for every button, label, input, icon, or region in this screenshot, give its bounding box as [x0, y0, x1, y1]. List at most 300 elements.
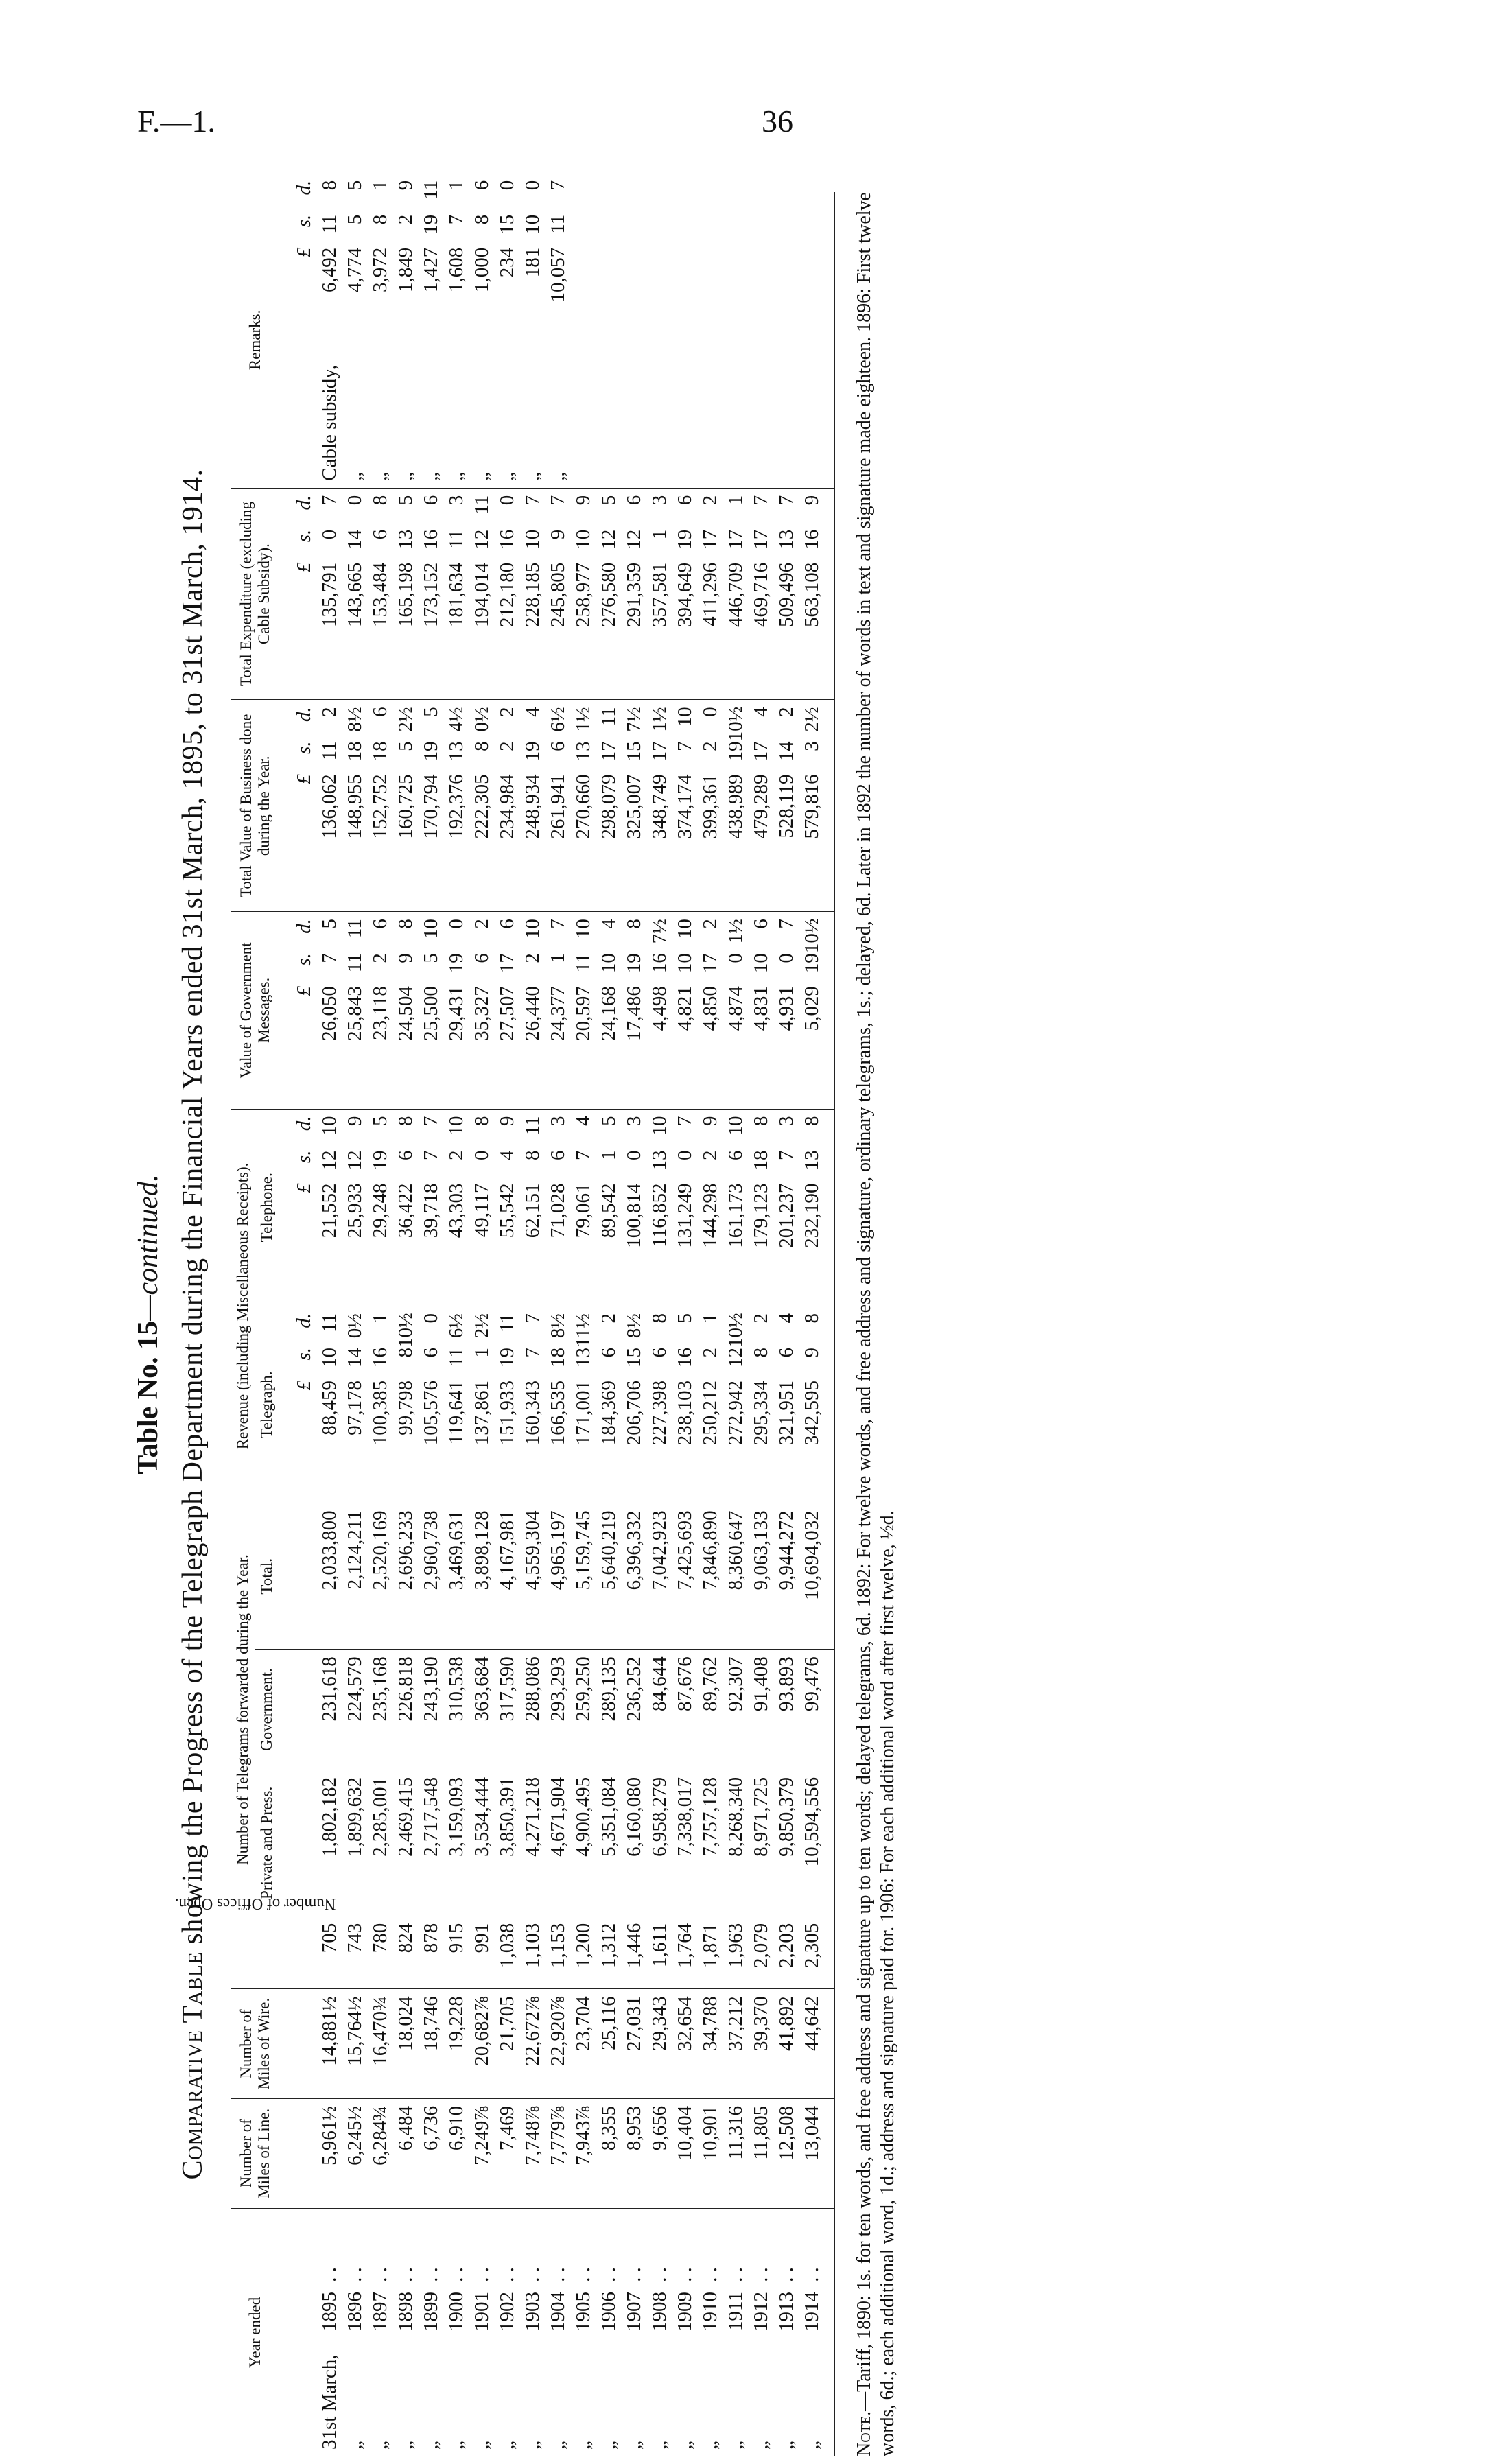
business-shillings: 7 — [674, 741, 696, 751]
telegraph-pence: 8½ — [547, 1313, 569, 1339]
miles-line-cell: 7,943⅞ — [571, 2098, 596, 2208]
business-pence: 11 — [598, 707, 620, 727]
expenditure-cell — [723, 488, 749, 700]
total-cell: 10,694,032 — [799, 1503, 835, 1650]
telegraph-pounds: 166,535 — [547, 1380, 569, 1446]
year-cell — [571, 2208, 596, 2456]
gov-messages-cell — [774, 912, 799, 1109]
gov-messages-shillings: 2 — [521, 953, 543, 963]
offices-cell: 1,312 — [596, 1916, 622, 1988]
telegraph-pounds: 342,595 — [801, 1380, 823, 1446]
business-cell — [545, 700, 571, 912]
private-cell: 6,160,080 — [622, 1770, 647, 1916]
gov-messages-pence: 10 — [420, 919, 442, 939]
miles-wire-cell: 15,764½ — [342, 1989, 368, 2099]
remarks-pence: 7 — [547, 180, 569, 191]
gov-messages-pence: 7½ — [648, 919, 670, 944]
year-cell — [342, 2208, 368, 2456]
telegraph-pence: 8 — [648, 1313, 670, 1324]
telephone-cell — [495, 1109, 520, 1306]
private-cell: 3,534,444 — [469, 1770, 495, 1916]
telegraph-cell — [774, 1306, 799, 1503]
remarks-pence: 11 — [420, 180, 442, 200]
business-cell — [495, 700, 520, 912]
remarks-cell — [672, 192, 698, 488]
remarks-cell — [799, 192, 835, 488]
telephone-cell — [622, 1109, 647, 1306]
expenditure-cell — [545, 488, 571, 700]
leader-dots: . . — [775, 2267, 797, 2282]
telegraph-pence: 1 — [699, 1313, 721, 1324]
telegraph-shillings: 6 — [420, 1347, 442, 1358]
miles-line-cell: 13,044 — [799, 2098, 835, 2208]
header-telegraph: Telegraph. — [255, 1306, 279, 1503]
year-prefix: „ — [369, 2441, 391, 2450]
expenditure-pounds: 276,580 — [598, 562, 620, 627]
remarks-cell — [444, 180, 469, 488]
business-cell — [317, 700, 342, 912]
total-cell: 7,042,923 — [647, 1503, 672, 1650]
gov-messages-shillings: 16 — [648, 953, 670, 974]
expenditure-pence: 2 — [699, 495, 721, 506]
expenditure-cell — [368, 488, 393, 700]
telegraph-cell — [622, 1306, 647, 1503]
telephone-cell — [647, 1109, 672, 1306]
gov-messages-pence: 2 — [699, 919, 721, 929]
telephone-pounds: 161,173 — [725, 1183, 747, 1248]
year-cell — [723, 2208, 749, 2456]
remarks-label: „ — [344, 471, 366, 481]
telegraph-shillings: 8 — [750, 1347, 772, 1358]
telegraph-shillings: 14 — [344, 1347, 366, 1368]
miles-line-cell: 5,961½ — [317, 2098, 342, 2208]
telephone-pence: 8 — [395, 1116, 416, 1127]
remarks-pence: 9 — [395, 180, 416, 191]
table-row — [774, 192, 799, 2456]
business-cell — [596, 700, 622, 912]
telegraph-pounds: 151,933 — [496, 1380, 518, 1446]
header-telephone: Telephone. — [255, 1109, 279, 1306]
business-pounds: 136,062 — [318, 774, 340, 839]
year-value: 1901 — [471, 2292, 493, 2332]
telegraph-pence: 2½ — [471, 1313, 493, 1339]
business-cell — [469, 700, 495, 912]
business-cell — [622, 700, 647, 912]
gov-messages-shillings: 11 — [344, 953, 366, 973]
expenditure-cell — [799, 488, 835, 700]
expenditure-pence: 7 — [521, 495, 543, 506]
telephone-pounds: 232,190 — [801, 1183, 823, 1248]
year-cell — [596, 2208, 622, 2456]
title-prefix: Comparative Table — [177, 1951, 209, 2180]
expenditure-shillings: 10 — [572, 529, 594, 550]
telephone-pence: 5 — [598, 1116, 620, 1127]
remarks-pence: 1 — [445, 180, 467, 191]
telephone-cell — [723, 1109, 749, 1306]
telephone-pence: 9 — [699, 1116, 721, 1127]
table-row — [672, 192, 698, 2456]
year-prefix: „ — [725, 2441, 747, 2450]
miles-wire-cell: 41,892 — [774, 1989, 799, 2099]
year-value: 1907 — [623, 2292, 645, 2332]
business-pounds: 399,361 — [699, 774, 721, 839]
expenditure-cell — [622, 488, 647, 700]
unit-pence: d. — [293, 1116, 315, 1131]
expenditure-pounds: 153,484 — [369, 562, 391, 627]
year-prefix: „ — [801, 2441, 823, 2450]
telephone-shillings: 13 — [648, 1150, 670, 1171]
remarks-units — [279, 180, 318, 488]
telegraph-pence: 5 — [674, 1313, 696, 1324]
telephone-pounds: 131,249 — [674, 1183, 696, 1248]
total-cell: 3,469,631 — [444, 1503, 469, 1650]
miles-wire-cell: 18,746 — [419, 1989, 444, 2099]
expenditure-pounds: 143,665 — [344, 562, 366, 627]
telegraph-cell — [672, 1306, 698, 1503]
telegraph-cell — [317, 1306, 342, 1503]
table-row — [393, 192, 419, 2456]
unit-shillings: s. — [293, 1150, 315, 1164]
government-cell: 89,762 — [698, 1650, 723, 1770]
business-shillings: 14 — [775, 741, 797, 762]
gov-messages-pounds: 4,498 — [648, 986, 670, 1031]
telephone-cell — [520, 1109, 545, 1306]
table-row — [622, 192, 647, 2456]
year-value: 1898 — [395, 2292, 416, 2332]
year-prefix: „ — [471, 2441, 493, 2450]
unit-pounds: £ — [293, 247, 315, 258]
telephone-cell — [419, 1109, 444, 1306]
miles-wire-cell: 22,672⅞ — [520, 1989, 545, 2099]
telegraph-pounds: 272,942 — [725, 1380, 747, 1446]
gov-messages-pence: 1½ — [725, 919, 747, 944]
offices-cell: 878 — [419, 1916, 444, 1988]
gov-messages-shillings: 11 — [572, 953, 594, 973]
gov-messages-cell — [672, 912, 698, 1109]
miles-wire-cell: 22,920⅞ — [545, 1989, 571, 2099]
miles-line-cell: 6,484 — [393, 2098, 419, 2208]
gov-messages-pence: 6 — [750, 919, 772, 929]
expenditure-shillings: 12 — [598, 529, 620, 550]
total-cell: 2,696,233 — [393, 1503, 419, 1650]
tariff-note — [853, 192, 900, 2456]
telephone-cell — [698, 1109, 723, 1306]
telephone-pounds: 201,237 — [775, 1183, 797, 1248]
expenditure-pounds: 165,198 — [395, 562, 416, 627]
expenditure-cell — [419, 488, 444, 700]
expenditure-shillings: 17 — [750, 529, 772, 550]
business-pounds: 152,752 — [369, 774, 391, 839]
remarks-shillings: 8 — [471, 214, 493, 225]
table-row — [444, 192, 469, 2456]
unit-shillings: s. — [293, 529, 315, 543]
expenditure-cell — [393, 488, 419, 700]
year-value: 1895 — [318, 2292, 340, 2332]
business-pence: 6 — [369, 707, 391, 717]
leader-dots: . . — [445, 2267, 467, 2282]
year-prefix: „ — [445, 2441, 467, 2450]
business-shillings: 8 — [471, 741, 493, 751]
business-pence: 7½ — [623, 707, 645, 732]
expenditure-shillings: 16 — [420, 529, 442, 550]
expenditure-pence: 9 — [572, 495, 594, 506]
miles-wire-cell: 21,705 — [495, 1989, 520, 2099]
telegraph-pence: 0 — [420, 1313, 442, 1324]
expenditure-pence: 7 — [750, 495, 772, 506]
offices-cell: 2,079 — [749, 1916, 774, 1988]
expenditure-pounds: 245,805 — [547, 562, 569, 627]
expenditure-cell — [571, 488, 596, 700]
telegraph-cell — [723, 1306, 749, 1503]
telephone-shillings: 12 — [318, 1150, 340, 1171]
telephone-cell — [749, 1109, 774, 1306]
government-cell: 93,893 — [774, 1650, 799, 1770]
offices-cell: 915 — [444, 1916, 469, 1988]
telephone-pence: 5 — [369, 1116, 391, 1127]
miles-wire-cell: 20,682⅞ — [469, 1989, 495, 2099]
telegraph-pence: 6½ — [445, 1313, 467, 1339]
government-cell: 310,538 — [444, 1650, 469, 1770]
leader-dots: . . — [674, 2267, 696, 2282]
telegraph-shillings: 8 — [395, 1347, 416, 1358]
business-cell — [393, 700, 419, 912]
year-value: 1912 — [750, 2292, 772, 2332]
telegraph-pence: 11 — [318, 1313, 340, 1333]
expenditure-cell — [749, 488, 774, 700]
gov-messages-shillings: 6 — [471, 953, 493, 963]
business-pence: 8½ — [344, 707, 366, 732]
table-row — [317, 192, 342, 2456]
remarks-cell — [520, 180, 545, 488]
header-private: Private and Press. — [255, 1770, 279, 1916]
expenditure-pounds: 181,634 — [445, 562, 467, 627]
government-cell: 224,579 — [342, 1650, 368, 1770]
expenditure-pounds: 173,152 — [420, 562, 442, 627]
business-pence: 6½ — [547, 707, 569, 732]
expenditure-pence: 7 — [318, 495, 340, 506]
remarks-cell — [723, 192, 749, 488]
gov-messages-cell — [520, 912, 545, 1109]
telephone-pence: 8 — [801, 1116, 823, 1127]
gov-messages-shillings: 10 — [674, 953, 696, 974]
units-blank — [279, 1916, 318, 1988]
telegraph-shillings: 16 — [369, 1347, 391, 1368]
government-cell: 363,684 — [469, 1650, 495, 1770]
year-cell — [647, 2208, 672, 2456]
telephone-pounds: 71,028 — [547, 1183, 569, 1239]
telephone-pounds: 79,061 — [572, 1183, 594, 1239]
business-shillings: 19 — [521, 741, 543, 762]
gov-messages-pence: 6 — [369, 919, 391, 929]
telephone-cell — [393, 1109, 419, 1306]
year-cell — [672, 2208, 698, 2456]
expenditure-shillings: 16 — [801, 529, 823, 550]
gov-messages-pounds: 4,931 — [775, 986, 797, 1031]
miles-wire-cell: 27,031 — [622, 1989, 647, 2099]
expenditure-pounds: 212,180 — [496, 562, 518, 627]
telephone-pounds: 43,303 — [445, 1183, 467, 1239]
telephone-pounds: 39,718 — [420, 1183, 442, 1239]
telegraph-pounds: 227,398 — [648, 1380, 670, 1446]
leader-dots: . . — [750, 2267, 772, 2282]
telephone-pence: 3 — [775, 1116, 797, 1127]
year-value: 1906 — [598, 2292, 620, 2332]
offices-cell: 1,038 — [495, 1916, 520, 1988]
year-cell — [368, 2208, 393, 2456]
page-id: F.—1. — [137, 104, 215, 139]
business-pounds: 261,941 — [547, 774, 569, 839]
gov-messages-pounds: 17,486 — [623, 986, 645, 1041]
government-cell: 226,818 — [393, 1650, 419, 1770]
remarks-cell — [495, 180, 520, 488]
telephone-shillings: 2 — [699, 1150, 721, 1161]
remarks-shillings: 8 — [369, 214, 391, 225]
telegraph-shillings: 1 — [471, 1347, 493, 1358]
expenditure-pounds: 194,014 — [471, 562, 493, 627]
telephone-pounds: 100,814 — [623, 1183, 645, 1248]
business-pounds: 248,934 — [521, 774, 543, 839]
total-cell: 5,159,745 — [571, 1503, 596, 1650]
expenditure-pounds: 469,716 — [750, 562, 772, 627]
telegraph-pounds: 206,706 — [623, 1380, 645, 1446]
telegraph-pence: 4 — [775, 1313, 797, 1324]
table-row — [698, 192, 723, 2456]
telegraph-pounds: 137,861 — [471, 1380, 493, 1446]
telegraph-pence: 8 — [801, 1313, 823, 1324]
telephone-pounds: 25,933 — [344, 1183, 366, 1239]
miles-line-cell: 8,355 — [596, 2098, 622, 2208]
remarks-label: „ — [369, 471, 391, 481]
gov-messages-cell — [749, 912, 774, 1109]
total-cell: 4,559,304 — [520, 1503, 545, 1650]
remarks-cell — [749, 192, 774, 488]
table-row — [647, 192, 672, 2456]
expenditure-pounds: 394,649 — [674, 562, 696, 627]
expenditure-cell — [596, 488, 622, 700]
unit-pence: d. — [293, 495, 315, 511]
telegraph-shillings: 18 — [547, 1347, 569, 1368]
gov-messages-cell — [545, 912, 571, 1109]
total-cell: 9,063,133 — [749, 1503, 774, 1650]
total-cell: 5,640,219 — [596, 1503, 622, 1650]
unit-shillings: s. — [293, 953, 315, 966]
table-row — [419, 192, 444, 2456]
remarks-label: „ — [496, 471, 518, 481]
telephone-cell — [596, 1109, 622, 1306]
expenditure-cell — [495, 488, 520, 700]
business-pence: 10 — [674, 707, 696, 727]
year-value: 1897 — [369, 2292, 391, 2332]
expenditure-pounds: 135,791 — [318, 562, 340, 627]
header-expenditure: Total Expenditure (excluding Cable Subsidy). — [231, 488, 279, 700]
government-cell: 259,250 — [571, 1650, 596, 1770]
gov-messages-cell — [723, 912, 749, 1109]
government-cell: 84,644 — [647, 1650, 672, 1770]
telegraph-cell — [571, 1306, 596, 1503]
gov-messages-cell — [317, 912, 342, 1109]
telegraph-pounds: 160,343 — [521, 1380, 543, 1446]
remarks-pounds: 1,427 — [420, 247, 442, 292]
table-row — [723, 192, 749, 2456]
business-cell — [368, 700, 393, 912]
expenditure-shillings: 16 — [496, 529, 518, 550]
header-government: Government. — [255, 1650, 279, 1770]
telephone-shillings: 7 — [420, 1150, 442, 1161]
unit-pence: d. — [293, 919, 315, 934]
business-cell — [672, 700, 698, 912]
telephone-shillings: 8 — [521, 1150, 543, 1161]
remarks-pence: 6 — [471, 180, 493, 191]
business-pounds: 528,119 — [775, 774, 797, 838]
year-prefix: „ — [623, 2441, 645, 2450]
telegraph-pence: 11 — [496, 1313, 518, 1333]
miles-line-cell: 6,245½ — [342, 2098, 368, 2208]
business-pounds: 148,955 — [344, 774, 366, 839]
unit-pence: d. — [293, 1313, 315, 1328]
table-row — [799, 192, 835, 2456]
telegraph-pence: 8½ — [623, 1313, 645, 1339]
business-pence: 2 — [775, 707, 797, 717]
miles-wire-cell: 18,024 — [393, 1989, 419, 2099]
expenditure-pence: 6 — [420, 495, 442, 506]
gov-messages-shillings: 7 — [318, 953, 340, 963]
telephone-pence: 8 — [750, 1116, 772, 1127]
telephone-pence: 3 — [623, 1116, 645, 1127]
telegraph-cell — [368, 1306, 393, 1503]
telegraph-pence: 11½ — [572, 1313, 594, 1348]
year-prefix: „ — [648, 2441, 670, 2450]
telephone-cell — [317, 1109, 342, 1306]
telephone-pence: 7 — [674, 1116, 696, 1127]
expenditure-cell — [672, 488, 698, 700]
telephone-cell — [469, 1109, 495, 1306]
leader-dots: . . — [623, 2267, 645, 2282]
total-cell: 2,033,800 — [317, 1503, 342, 1650]
telephone-cell — [571, 1109, 596, 1306]
telephone-pence: 9 — [344, 1116, 366, 1127]
total-cell: 2,124,211 — [342, 1503, 368, 1650]
gov-messages-cell — [799, 912, 835, 1109]
unit-shillings: s. — [293, 1347, 315, 1361]
business-pounds: 298,079 — [598, 774, 620, 839]
year-cell — [469, 2208, 495, 2456]
telegraph-shillings: 6 — [598, 1347, 620, 1358]
remarks-shillings: 7 — [445, 214, 467, 225]
gov-messages-pence: 7 — [775, 919, 797, 929]
telephone-shillings: 1 — [598, 1150, 620, 1161]
telephone-pounds: 116,852 — [648, 1183, 670, 1247]
telegraph-shillings: 13 — [572, 1347, 594, 1368]
offices-cell: 1,103 — [520, 1916, 545, 1988]
remarks-pounds: 1,000 — [471, 247, 493, 292]
gov-messages-pounds: 24,504 — [395, 986, 416, 1041]
telegraph-pounds: 99,798 — [395, 1380, 416, 1435]
business-shillings: 6 — [547, 741, 569, 751]
government-cell: 87,676 — [672, 1650, 698, 1770]
year-prefix: „ — [547, 2441, 569, 2450]
government-cell: 231,618 — [317, 1650, 342, 1770]
leader-dots: . . — [699, 2267, 721, 2282]
remarks-cell — [698, 192, 723, 488]
units-row — [279, 192, 318, 2456]
telephone-shillings: 6 — [395, 1150, 416, 1161]
business-cell — [419, 700, 444, 912]
telephone-pence: 10 — [725, 1116, 747, 1136]
gov-messages-cell — [596, 912, 622, 1109]
offices-cell: 824 — [393, 1916, 419, 1988]
year-prefix: „ — [344, 2441, 366, 2450]
expenditure-shillings: 6 — [369, 529, 391, 540]
